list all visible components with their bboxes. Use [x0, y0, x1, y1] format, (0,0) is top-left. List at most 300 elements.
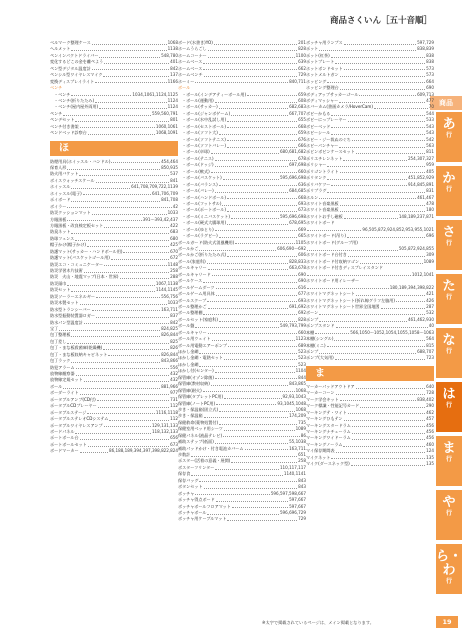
leader-dots	[227, 145, 297, 148]
entry-name: ・ボール(ハンドボール)	[182, 194, 226, 200]
entry-name: ペンインパクトドライバー	[50, 52, 99, 58]
entry-name: ポリプラグ	[306, 188, 327, 194]
entry-name: ・ボール(インデアティーボール用)	[182, 91, 247, 97]
kana-tab[interactable]	[436, 382, 462, 432]
entry-pages: 825	[170, 338, 178, 344]
entry-pages: 826	[170, 345, 178, 351]
leader-dots	[71, 93, 131, 96]
leader-dots	[203, 280, 297, 283]
entry-name: 本棚	[306, 329, 315, 335]
leader-dots	[83, 192, 151, 195]
kana-tab-label: や	[442, 495, 456, 510]
leader-dots	[111, 257, 169, 260]
entry-pages: 573	[426, 65, 434, 71]
entry-pages: 673	[298, 207, 306, 213]
entry-name: ボイスウォッチスケール	[50, 177, 95, 183]
leader-dots	[235, 241, 294, 244]
entry-pages: 801	[170, 117, 178, 123]
entry-name: ボールかご	[178, 246, 199, 251]
kana-tab[interactable]	[436, 274, 462, 324]
leader-dots	[319, 319, 407, 322]
entry-name: ポッチャ得点ボード	[178, 497, 215, 503]
entry-pages: 1124	[167, 104, 178, 110]
entry-pages: 477	[426, 97, 434, 103]
leader-dots	[232, 505, 288, 508]
kana-tab[interactable]	[436, 112, 462, 162]
entry-pages: 460	[426, 441, 434, 447]
entry-name: ボールガード(防火式消風機用)	[178, 239, 235, 245]
leader-dots	[228, 344, 297, 347]
entry-pages: 843,865	[289, 381, 306, 387]
entry-name: マーキングスタードラム	[306, 422, 351, 428]
index-column-1	[50, 40, 178, 455]
entry-pages: 838,402	[417, 396, 434, 402]
leader-dots	[199, 364, 297, 367]
entry-name: 防火用バケット	[50, 171, 79, 177]
kana-tab[interactable]	[436, 328, 462, 378]
leader-dots	[227, 209, 297, 212]
entry-name: マーキングナチューラム	[306, 428, 351, 434]
leader-dots	[203, 312, 297, 315]
entry-pages: 669	[298, 226, 306, 232]
entry-name: ポータブルCDプレーヤー	[50, 403, 97, 409]
leader-dots	[63, 386, 160, 389]
entry-pages: 826,844	[161, 332, 178, 338]
entry-pages: 641,708,709,722,1139	[131, 184, 178, 190]
page-number: 19	[436, 616, 458, 628]
leader-dots	[231, 216, 279, 219]
entry-name: ・ボール(卓球)	[182, 149, 210, 155]
entry-pages: 563	[426, 143, 434, 148]
kana-tab-label: は	[442, 387, 456, 402]
leader-dots	[211, 151, 279, 154]
entry-name: ホームベース	[178, 65, 203, 71]
entry-name: ボールキャリード	[178, 271, 211, 277]
entry-pages: 640	[426, 383, 434, 389]
entry-name: マイクネット	[306, 454, 331, 460]
entry-name: ポータブルステージ	[50, 409, 87, 415]
entry-pages: 422	[170, 222, 178, 228]
entry-pages: 124	[426, 448, 434, 454]
leader-dots	[319, 312, 425, 315]
entry-name: 防犯アラーム	[50, 364, 75, 370]
leader-dots	[103, 347, 169, 350]
entry-pages: 690	[426, 85, 434, 91]
entry-name: 防煙用具(ホイッスル・ハンドル)	[50, 158, 111, 164]
leader-dots	[307, 248, 398, 251]
leader-dots	[215, 164, 288, 167]
leader-dots	[216, 286, 298, 289]
entry-pages: 850,935	[161, 165, 178, 170]
leader-dots	[340, 209, 426, 212]
leader-dots	[336, 325, 428, 328]
entry-name: ホイッスル	[50, 184, 71, 190]
entry-pages: 1034,1061,1124,1125	[132, 91, 178, 97]
entry-pages: 1089	[423, 258, 434, 264]
leader-dots	[227, 222, 288, 225]
leader-dots	[331, 456, 425, 459]
entry-name: ベルマーク整理ケース	[50, 40, 91, 45]
leader-dots	[88, 444, 169, 447]
kana-tab-label: ま	[442, 441, 456, 456]
leader-dots	[208, 48, 298, 51]
entry-pages: 606	[298, 252, 306, 258]
entry-pages: 663,678	[289, 265, 306, 271]
entry-pages: 556,756	[161, 293, 178, 299]
leader-dots	[120, 276, 170, 279]
entry-pages: 523	[298, 355, 306, 361]
entry-pages: 660	[298, 329, 306, 335]
entry-pages: 461,462,930	[407, 316, 434, 322]
kana-tab[interactable]	[436, 490, 462, 540]
entry-name: ボール	[178, 85, 191, 91]
entry-name: ホビーパンチャー	[306, 143, 339, 148]
entry-pages: 688,707	[417, 349, 434, 354]
entry-pages: 723	[426, 355, 434, 361]
leader-dots	[336, 450, 426, 453]
entry-name: 放物線定規セット	[50, 377, 83, 383]
entry-name: ポータブルステレオCDシステム	[50, 416, 109, 422]
entry-name: ・ボール(ソフトバレー)	[182, 143, 226, 148]
entry-pages: 432	[170, 371, 178, 376]
entry-pages: 842	[170, 65, 178, 71]
entry-pages: 595,696,698	[279, 175, 306, 181]
leader-dots	[315, 331, 349, 334]
entry-name: ボッチャボールフロアマット	[178, 503, 231, 509]
entry-pages: 1068,1091	[155, 130, 178, 136]
entry-name: ・ベンチ	[54, 91, 71, 97]
entry-pages: 118,132,133	[151, 428, 178, 434]
entry-name: 防災エコ・コミュニケーター	[50, 261, 104, 267]
entry-name: ボーダーライト	[50, 390, 79, 396]
entry-name: ボードマーカー	[50, 448, 79, 454]
entry-name: 保存バッグ	[178, 477, 199, 483]
entry-pages: 842	[170, 319, 178, 325]
entry-name: ・ボール(バランス)	[182, 181, 218, 187]
entry-pages: 180	[426, 207, 434, 213]
leader-dots	[352, 437, 425, 440]
kana-tab-suffix: 行	[445, 186, 452, 193]
leader-dots	[224, 396, 281, 399]
kana-tab[interactable]	[436, 544, 462, 594]
entry-pages: 135	[426, 461, 434, 467]
leader-dots	[195, 80, 288, 83]
entry-name: ・ボール(ゆとり)	[182, 226, 214, 232]
leader-dots	[199, 479, 297, 482]
entry-name: ボッチャ用ランプス	[306, 40, 343, 45]
entry-pages: 691,692	[289, 303, 306, 309]
entry-name: ポリバケツー	[306, 181, 331, 187]
index-entry	[306, 461, 434, 467]
leader-dots	[331, 55, 426, 58]
entry-pages: 573	[426, 72, 434, 78]
leader-dots	[191, 473, 283, 476]
entry-pages: 914,845,891	[407, 181, 434, 187]
entry-name: 防護マット(サッカー・ハンドボール用)	[50, 248, 123, 254]
leader-dots	[104, 61, 169, 64]
entry-name: ホビーシール	[306, 130, 331, 136]
entry-pages: 668	[298, 123, 306, 129]
leader-dots	[123, 250, 169, 253]
leader-dots	[80, 392, 170, 395]
entry-pages: 697,698	[289, 162, 306, 168]
index-entry	[50, 448, 178, 454]
entry-pages: 505,872,924,855	[398, 246, 434, 251]
leader-dots	[224, 428, 295, 431]
entry-pages: 174,209	[289, 413, 306, 419]
leader-dots	[75, 119, 169, 122]
leader-dots	[331, 132, 425, 135]
index-column-2	[178, 40, 306, 523]
leader-dots	[227, 138, 297, 141]
entry-pages: 254,307,327	[407, 155, 434, 161]
leader-dots	[396, 299, 425, 302]
leader-dots	[219, 235, 297, 238]
entry-pages: 659	[298, 91, 306, 97]
entry-name: 保育人形	[50, 165, 67, 170]
leader-dots	[339, 145, 425, 148]
index-column-3	[306, 40, 434, 468]
leader-dots	[331, 113, 425, 116]
entry-name: ポスター(活着の意義・展開)	[178, 458, 231, 464]
entry-name: ボール	[50, 383, 63, 389]
entry-name: ホットボンドセット	[306, 65, 343, 71]
leader-dots	[307, 286, 389, 289]
kana-tab[interactable]	[436, 166, 462, 216]
kana-tab-suffix: 行	[445, 132, 452, 139]
leader-dots	[352, 138, 425, 141]
entry-name: ボールゲーム用具体	[178, 291, 215, 297]
entry-pages: 86	[300, 432, 306, 438]
entry-pages: 96,505,872,924,852,953,955,1021	[362, 226, 434, 232]
leader-dots	[71, 360, 160, 363]
leader-dots	[335, 61, 425, 64]
entry-name: ポンプ(大気用)	[306, 355, 334, 361]
entry-pages: 666	[298, 143, 306, 148]
leader-dots	[343, 158, 406, 161]
entry-pages: 678	[298, 155, 306, 161]
entry-name: ホームベース	[178, 59, 203, 65]
leader-dots	[216, 499, 288, 502]
entry-name: ・ボール(バレー)	[182, 188, 214, 194]
entry-pages: 288	[170, 274, 178, 280]
leader-dots	[211, 170, 297, 173]
leader-dots	[104, 225, 169, 228]
entry-pages: 556	[170, 364, 178, 370]
entry-name: 防水型トランシーバー	[50, 306, 91, 312]
leader-dots	[360, 405, 425, 408]
leader-dots	[340, 170, 426, 173]
entry-pages: 692	[298, 310, 306, 316]
entry-name: 歩き・保温箱(固立式)	[178, 406, 219, 412]
entry-name: 宝丁	[50, 325, 59, 331]
leader-dots	[67, 283, 154, 286]
leader-dots	[343, 444, 425, 447]
leader-dots	[215, 158, 298, 161]
entry-pages: 456	[426, 435, 434, 441]
entry-name: ホビー・ジー裁ぬのぐち	[306, 136, 351, 142]
entry-pages: 651	[298, 452, 306, 457]
leader-dots	[96, 315, 169, 318]
entry-pages: 1033	[167, 300, 178, 306]
entry-pages: 843	[298, 484, 306, 490]
leader-dots	[71, 289, 154, 292]
entry-pages: 405	[426, 168, 434, 174]
entry-pages: 163,711	[161, 306, 178, 312]
entry-name: ホワイトマグネットシート(折れ線グラフ左脇用)	[306, 297, 395, 303]
entry-pages: 672	[170, 255, 178, 261]
leader-dots	[356, 293, 425, 296]
entry-name: ポータブルワイヤレスアンプ	[50, 422, 103, 428]
entry-name: 保管庫(ノートPC用)	[178, 400, 216, 406]
entry-name: 変換ディスプレイライト	[50, 78, 95, 84]
leader-dots	[95, 100, 167, 103]
leader-dots	[351, 463, 425, 466]
leader-dots	[352, 431, 425, 434]
entry-name: ペンデセット	[50, 117, 75, 123]
leader-dots	[199, 351, 297, 354]
leader-dots	[92, 67, 169, 70]
entry-pages: 735	[298, 419, 306, 425]
leader-dots	[203, 389, 295, 392]
entry-name: ホルン	[306, 194, 319, 200]
leader-dots	[111, 160, 160, 163]
kana-tab[interactable]	[436, 436, 462, 486]
entry-pages: 729	[298, 72, 306, 78]
leader-dots	[84, 270, 169, 273]
leader-dots	[327, 164, 425, 167]
leader-dots	[215, 467, 279, 470]
leader-dots	[216, 293, 297, 296]
leader-dots	[356, 151, 425, 154]
kana-tab-suffix: 行	[445, 456, 452, 463]
leader-dots	[203, 67, 297, 70]
leader-dots	[219, 422, 297, 425]
entry-name: ・ボール(セストボール)	[182, 123, 226, 129]
leader-dots	[67, 205, 171, 208]
leader-dots	[227, 254, 297, 257]
entry-pages: 684,685	[289, 188, 306, 194]
leader-dots	[219, 106, 288, 109]
kana-tab[interactable]	[436, 220, 462, 270]
entry-name: ポンプ	[306, 316, 319, 322]
entry-name: ホワイトボード(グループ用)	[306, 239, 358, 245]
entry-pages: 597,729	[417, 40, 434, 45]
entry-pages: 548,780	[161, 52, 178, 58]
leader-dots	[63, 113, 151, 116]
leader-dots	[71, 334, 160, 337]
kana-tab-suffix: 行	[445, 294, 452, 301]
leader-dots	[352, 424, 425, 427]
entry-name: ホームうらごし	[178, 46, 207, 52]
entry-name: 防災木製セット	[50, 300, 79, 306]
leader-dots	[92, 308, 160, 311]
entry-name: ・ボール(運動用)	[182, 97, 214, 103]
entry-name: 防災ソーラーエネルギー	[50, 293, 96, 299]
entry-name: ポット(紅茶)	[306, 52, 330, 58]
entry-name: 補助パッドかけ・付き電池カバーム	[178, 445, 244, 451]
entry-pages: 660	[298, 168, 306, 174]
entry-pages: 596,597,598,667	[270, 490, 306, 496]
entry-pages: 543	[426, 123, 434, 129]
entry-pages: 696	[426, 233, 434, 239]
entry-pages: 478	[426, 200, 434, 206]
entry-name: 防臭ネット	[50, 229, 71, 235]
entry-pages: 391〜393,42,437	[142, 216, 178, 222]
kana-tab-label: か	[442, 171, 456, 186]
leader-dots	[227, 196, 297, 199]
entry-pages: 676	[298, 136, 306, 142]
entry-pages: 559,560,791	[151, 110, 178, 116]
kana-tab-suffix: 行	[445, 240, 452, 247]
leader-dots	[334, 338, 425, 341]
entry-pages: 92,93,1043	[282, 394, 306, 400]
leader-dots	[219, 409, 295, 412]
leader-dots	[245, 447, 289, 450]
leader-dots	[207, 261, 288, 264]
entry-name: マーキングノーラム	[306, 441, 343, 447]
leader-dots	[336, 392, 426, 395]
leader-dots	[80, 125, 155, 128]
entry-pages: 831	[426, 188, 434, 194]
entry-pages: 426	[426, 297, 434, 303]
leader-dots	[80, 302, 167, 305]
leader-dots	[67, 218, 141, 221]
entry-pages: 1138	[167, 46, 178, 52]
entry-pages: 1166	[167, 78, 178, 84]
entry-name: ベンチ付き書架	[50, 123, 79, 129]
leader-dots	[88, 132, 155, 135]
leader-dots	[227, 119, 297, 122]
entry-pages: 112	[170, 403, 178, 409]
entry-name: ホーミー	[178, 78, 195, 84]
entry-pages: 840,711	[289, 78, 306, 84]
entry-name: ボード(水書き)YO)	[178, 40, 213, 45]
leader-dots	[208, 331, 298, 334]
entry-name: ホッピング	[306, 78, 327, 84]
entry-pages: 549,793,799	[279, 323, 306, 329]
leader-dots	[340, 203, 426, 206]
entry-pages: 678,695	[289, 220, 306, 226]
entry-pages: 838,839	[417, 46, 434, 52]
index-entry	[50, 130, 178, 136]
leader-dots	[327, 344, 426, 347]
entry-name: ホワイトマグネットシート	[306, 291, 355, 297]
entry-name: ポリタンク	[306, 175, 327, 181]
entry-pages: 86,188,189,394,397,398,822,824	[108, 448, 178, 454]
entry-pages: 1033	[167, 210, 178, 216]
entry-name: ホワイトボード付収納ワゴン	[306, 258, 360, 264]
entry-pages: 690	[298, 278, 306, 284]
entry-pages: 456	[426, 422, 434, 428]
leader-dots	[99, 106, 166, 109]
entry-pages: 811	[426, 149, 434, 155]
section-band-ho: ほ	[50, 141, 178, 156]
entry-name: ・ボール(軟式)	[182, 168, 210, 174]
leader-dots	[215, 190, 288, 193]
leader-dots	[98, 405, 170, 408]
entry-pages: 1116,1118	[155, 409, 178, 415]
entry-name: ホワイトボード(吊り)	[306, 233, 346, 239]
entry-pages: 838	[426, 52, 434, 58]
entry-pages: 543	[426, 130, 434, 136]
entry-name: 包丁ラック	[50, 358, 71, 364]
entry-name: ポートボールセット	[50, 441, 87, 447]
kana-tab-suffix: 行	[445, 348, 452, 355]
leader-dots	[207, 299, 297, 302]
entry-name: 防護マット(バスケットゴール用)	[50, 255, 110, 261]
entry-pages: 201	[298, 40, 306, 45]
